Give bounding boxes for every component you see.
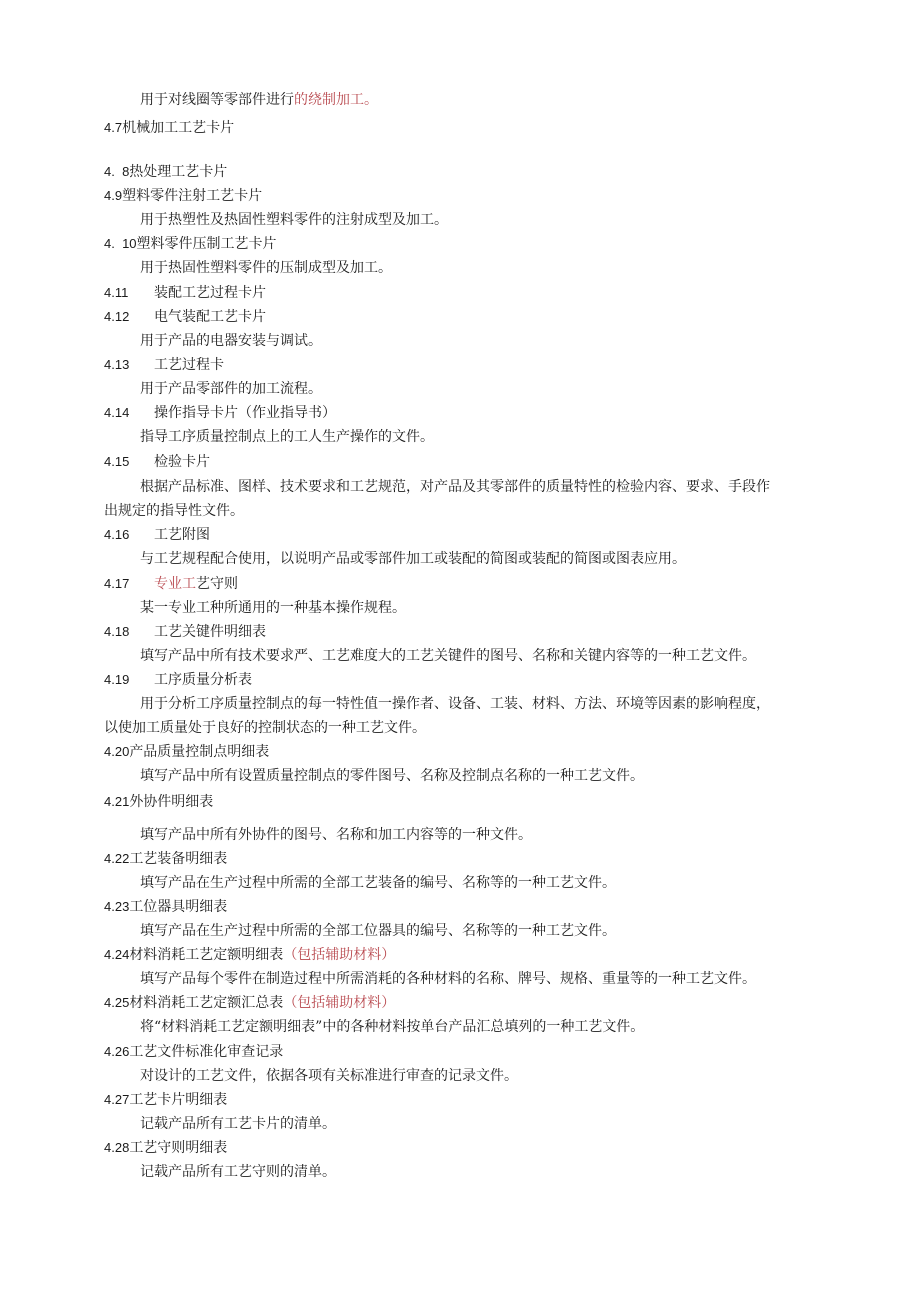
section-number: 4.17 (104, 576, 130, 591)
section-heading (0, 898, 920, 916)
paragraph-line (0, 502, 920, 520)
section-number: 4.14 (104, 405, 130, 420)
line-text: 工艺守则明细表 (129, 1140, 228, 1156)
section-number: 4.19 (104, 672, 130, 687)
line-text: 用于分析工序质量控制点的每一特性值一操作者、设备、工装、材料、方法、环境等因素的影响程度， (140, 696, 770, 712)
section-heading (0, 946, 920, 964)
section-heading (0, 994, 920, 1012)
line-text: 出规定的指导性文件。 (104, 503, 244, 519)
section-heading (0, 453, 920, 471)
line-text: 工序质量分析表 (154, 672, 252, 688)
line-text: 用于产品的电器安装与调试。 (140, 333, 322, 349)
line-text: 将“材料消耗工艺定额明细表”中的各种材料按单台产品汇总填列的一种工艺文件。 (140, 1019, 645, 1035)
line-text: 用于产品零部件的加工流程。 (140, 381, 322, 397)
section-heading (0, 163, 920, 181)
line-text: 填写产品每个零件在制造过程中所需消耗的各种材料的名称、牌号、规格、重量等的一种工艺文件。 (140, 971, 756, 987)
line-text: 机械加工工艺卡片 (122, 120, 235, 136)
paragraph-line (0, 478, 920, 496)
section-number: 4.23 (104, 899, 130, 914)
line-text: 某一专业工种所通用的一种基本操作规程。 (140, 600, 406, 616)
section-heading (0, 671, 920, 689)
line-text: 工艺过程卡 (154, 357, 224, 373)
section-number: 4.13 (104, 357, 130, 372)
paragraph-line (0, 647, 920, 665)
section-heading (0, 284, 920, 302)
paragraph-line (0, 1163, 920, 1181)
line-text: 材料消耗工艺定额汇总表 (129, 995, 284, 1011)
line-text: 材料消耗工艺定额明细表 (129, 947, 284, 963)
paragraph-line (0, 1018, 920, 1036)
paragraph-line (0, 259, 920, 277)
section-number: 4.26 (104, 1044, 130, 1059)
line-text: 艺守则 (196, 576, 238, 592)
section-number: 4.12 (104, 309, 130, 324)
line-text: 工艺装备明细表 (129, 851, 228, 867)
section-heading (0, 1091, 920, 1109)
section-heading (0, 850, 920, 868)
section-number: 4.20 (104, 744, 130, 759)
highlighted-text: （包括辅助材料） (283, 947, 396, 963)
line-text: 工艺附图 (154, 527, 210, 543)
line-text: 热处理工艺卡片 (129, 164, 228, 180)
line-text: 填写产品在生产过程中所需的全部工位器具的编号、名称等的一种工艺文件。 (140, 923, 616, 939)
highlighted-text: 专业工 (154, 576, 196, 592)
section-heading (0, 1139, 920, 1157)
paragraph-line (0, 599, 920, 617)
section-number: 4.7 (104, 120, 123, 135)
paragraph-line (0, 428, 920, 446)
line-text: 与工艺规程配合使用，以说明产品或零部件加工或装配的简图或装配的简图或图表应用。 (140, 551, 686, 567)
line-text: 产品质量控制点明细表 (129, 744, 270, 760)
line-text: 填写产品中所有技术要求严、工艺难度大的工艺关键件的图号、名称和关键内容等的一种工艺文件。 (140, 648, 756, 664)
paragraph-line (0, 91, 920, 109)
line-text: 填写产品在生产过程中所需的全部工艺装备的编号、名称等的一种工艺文件。 (140, 875, 616, 891)
line-text: 以使加工质量处于良好的控制状态的一种工艺文件。 (104, 720, 426, 736)
section-number: 4.18 (104, 624, 130, 639)
line-text: 记载产品所有工艺卡片的清单。 (140, 1116, 336, 1132)
section-number: 4.24 (104, 947, 130, 962)
line-text: 填写产品中所有设置质量控制点的零件图号、名称及控制点名称的一种工艺文件。 (140, 768, 644, 784)
section-heading (0, 793, 920, 811)
line-text: 工艺文件标准化审查记录 (129, 1044, 284, 1060)
section-heading (0, 235, 920, 253)
line-text: 检验卡片 (154, 454, 210, 470)
line-text: 工位器具明细表 (129, 899, 228, 915)
line-text: 工艺关键件明细表 (154, 624, 266, 640)
paragraph-line (0, 1115, 920, 1133)
section-number: 4. 10 (104, 236, 137, 251)
paragraph-line (0, 550, 920, 568)
line-text: 电气装配工艺卡片 (154, 309, 266, 325)
line-text: 根据产品标准、图样、技术要求和工艺规范，对产品及其零部件的质量特性的检验内容、要求、手段作 (140, 479, 770, 495)
section-heading (0, 743, 920, 761)
highlighted-text: （包括辅助材料） (283, 995, 396, 1011)
line-text: 填写产品中所有外协件的图号、名称和加工内容等的一种文件。 (140, 827, 532, 843)
paragraph-line (0, 380, 920, 398)
line-text: 装配工艺过程卡片 (154, 285, 266, 301)
section-number: 4.25 (104, 995, 130, 1010)
section-number: 4.11 (104, 285, 129, 300)
paragraph-line (0, 767, 920, 785)
line-text: 工艺卡片明细表 (129, 1092, 228, 1108)
paragraph-line (0, 695, 920, 713)
line-text: 对设计的工艺文件，依据各项有关标准进行审查的记录文件。 (140, 1068, 518, 1084)
paragraph-line (0, 970, 920, 988)
line-text: 外协件明细表 (129, 794, 214, 810)
section-heading (0, 187, 920, 205)
paragraph-line (0, 332, 920, 350)
paragraph-line (0, 826, 920, 844)
line-text: 用于热塑性及热固性塑料零件的注射成型及加工。 (140, 212, 448, 228)
section-number: 4.21 (104, 794, 130, 809)
line-text: 用于热固性塑料零件的压制成型及加工。 (140, 260, 392, 276)
section-heading (0, 404, 920, 422)
section-number: 4.27 (104, 1092, 130, 1107)
section-number: 4.16 (104, 527, 130, 542)
line-text: 操作指导卡片（作业指导书） (154, 405, 336, 421)
section-heading (0, 575, 920, 593)
line-text: 塑料零件压制工艺卡片 (136, 236, 277, 252)
section-heading (0, 356, 920, 374)
line-text: 用于对线圈等零部件进行 (140, 92, 294, 108)
section-heading (0, 1043, 920, 1061)
section-number: 4.22 (104, 851, 130, 866)
section-number: 4.15 (104, 454, 130, 469)
section-number: 4. 8 (104, 164, 130, 179)
section-number: 4.9 (104, 188, 123, 203)
paragraph-line (0, 719, 920, 737)
section-heading (0, 526, 920, 544)
line-text: 指导工序质量控制点上的工人生产操作的文件。 (140, 429, 434, 445)
line-text: 记载产品所有工艺守则的清单。 (140, 1164, 336, 1180)
section-heading (0, 308, 920, 326)
paragraph-line (0, 1067, 920, 1085)
section-heading (0, 623, 920, 641)
section-heading (0, 119, 920, 137)
highlighted-text: 的绕制加工。 (294, 92, 378, 108)
paragraph-line (0, 211, 920, 229)
paragraph-line (0, 922, 920, 940)
line-text: 塑料零件注射工艺卡片 (122, 188, 263, 204)
paragraph-line (0, 874, 920, 892)
section-number: 4.28 (104, 1140, 130, 1155)
